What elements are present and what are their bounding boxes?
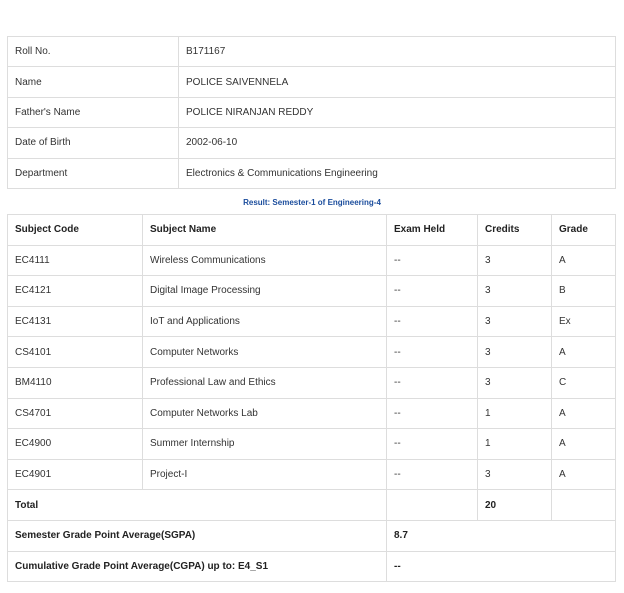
header-credits: Credits: [478, 215, 552, 246]
grade: A: [552, 429, 616, 460]
info-row-date-of-birth: [8, 128, 616, 158]
exam-held: --: [387, 398, 478, 429]
table-row: [8, 276, 616, 307]
subject-code: EC4111: [8, 245, 143, 276]
credits: 3: [478, 337, 552, 368]
info-row-department: [8, 158, 616, 188]
subject-code: CS4101: [8, 337, 143, 368]
exam-held: --: [387, 367, 478, 398]
header-subject-code: Subject Code: [8, 215, 143, 246]
credits: 3: [478, 245, 552, 276]
info-value: 2002-06-10: [179, 128, 616, 158]
grade: C: [552, 367, 616, 398]
subject-code: EC4901: [8, 459, 143, 490]
exam-held: --: [387, 429, 478, 460]
exam-held: --: [387, 276, 478, 307]
grade: B: [552, 276, 616, 307]
subject-name: Computer Networks: [143, 337, 387, 368]
info-value: POLICE NIRANJAN REDDY: [179, 97, 616, 127]
subject-code: CS4701: [8, 398, 143, 429]
info-value: POLICE SAIVENNELA: [179, 67, 616, 97]
subject-name: IoT and Applications: [143, 306, 387, 337]
cgpa-row: [8, 551, 616, 582]
sgpa-label: Semester Grade Point Average(SGPA): [8, 520, 387, 551]
subject-name: Summer Internship: [143, 429, 387, 460]
table-row: [8, 367, 616, 398]
subject-code: EC4131: [8, 306, 143, 337]
credits: 1: [478, 429, 552, 460]
table-row: [8, 398, 616, 429]
info-row-roll-no: [8, 37, 616, 67]
info-label: Name: [8, 67, 179, 97]
total-exam-held: [387, 490, 478, 521]
sgpa-row: [8, 520, 616, 551]
exam-held: --: [387, 459, 478, 490]
total-label: Total: [8, 490, 387, 521]
subject-name: Digital Image Processing: [143, 276, 387, 307]
subject-name: Professional Law and Ethics: [143, 367, 387, 398]
info-row-fathers-name: [8, 97, 616, 127]
credits: 3: [478, 459, 552, 490]
info-label: Date of Birth: [8, 128, 179, 158]
info-label: Roll No.: [8, 37, 179, 67]
info-value: B171167: [179, 37, 616, 67]
cgpa-value: --: [387, 551, 616, 582]
header-grade: Grade: [552, 215, 616, 246]
info-label: Father's Name: [8, 97, 179, 127]
grade: Ex: [552, 306, 616, 337]
header-exam-held: Exam Held: [387, 215, 478, 246]
total-row: [8, 490, 616, 521]
table-row: [8, 337, 616, 368]
credits: 3: [478, 367, 552, 398]
grade: A: [552, 337, 616, 368]
subject-name: Project-I: [143, 459, 387, 490]
grades-table: [7, 214, 616, 582]
result-title: Result: Semester-1 of Engineering-4: [243, 198, 381, 207]
table-row: [8, 306, 616, 337]
subject-name: Wireless Communications: [143, 245, 387, 276]
exam-held: --: [387, 337, 478, 368]
credits: 3: [478, 306, 552, 337]
exam-held: --: [387, 306, 478, 337]
table-row: [8, 429, 616, 460]
grade: A: [552, 245, 616, 276]
subject-code: EC4121: [8, 276, 143, 307]
cgpa-label: Cumulative Grade Point Average(CGPA) up to: E4_S1: [8, 551, 387, 582]
credits: 1: [478, 398, 552, 429]
grades-header-row: [8, 215, 616, 246]
total-credits: 20: [478, 490, 552, 521]
student-info-table: [7, 36, 616, 189]
exam-held: --: [387, 245, 478, 276]
info-value: Electronics & Communications Engineering: [179, 158, 616, 188]
subject-code: EC4900: [8, 429, 143, 460]
header-subject-name: Subject Name: [143, 215, 387, 246]
table-row: [8, 459, 616, 490]
total-grade: [552, 490, 616, 521]
sgpa-value: 8.7: [387, 520, 616, 551]
subject-code: BM4110: [8, 367, 143, 398]
subject-name: Computer Networks Lab: [143, 398, 387, 429]
grade: A: [552, 398, 616, 429]
info-row-name: [8, 67, 616, 97]
credits: 3: [478, 276, 552, 307]
info-label: Department: [8, 158, 179, 188]
grade: A: [552, 459, 616, 490]
table-row: [8, 245, 616, 276]
